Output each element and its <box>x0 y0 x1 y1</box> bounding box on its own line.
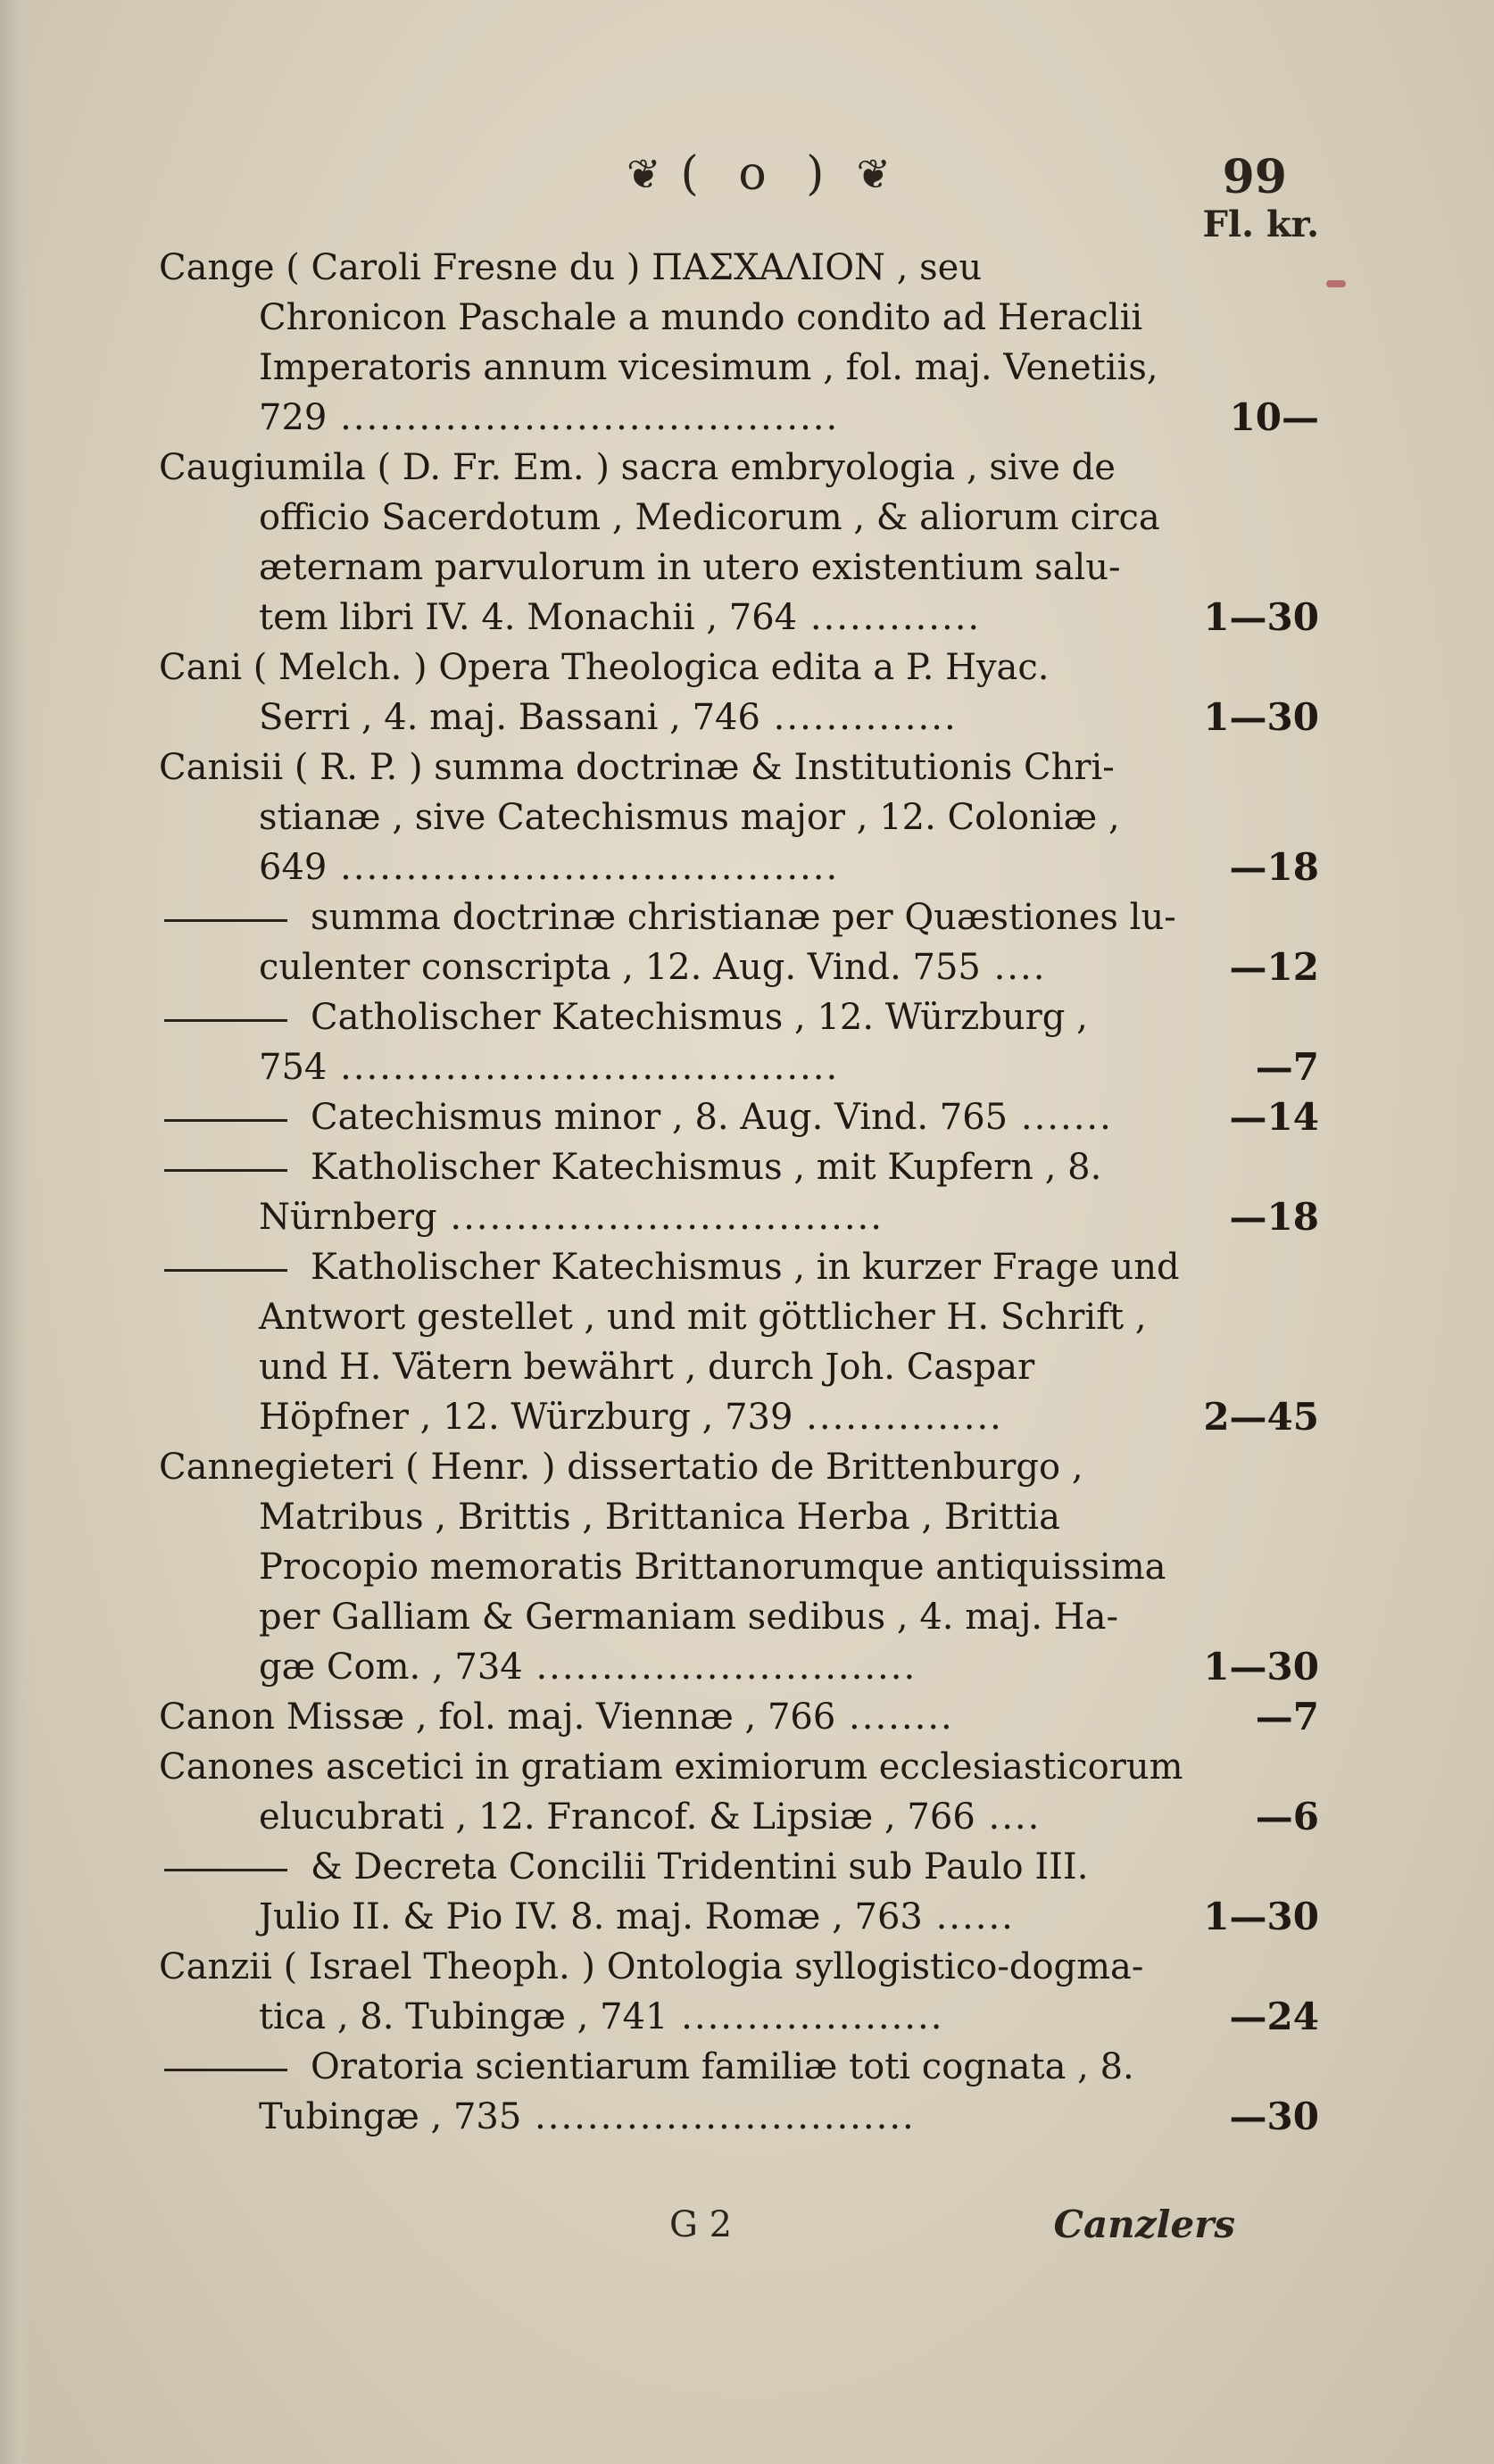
entry-text: æternam parvulorum in utero existentium salu- <box>259 547 1121 588</box>
entry-line <box>159 1742 1183 1792</box>
entry-text: 754 <box>259 1047 328 1088</box>
entry-text: Katholischer Katechismus , mit Kupfern , 8. <box>311 1147 1102 1188</box>
leader-dots: .... <box>975 1796 1042 1838</box>
ornament-left-icon: ❦ <box>626 150 661 198</box>
entry-price: —30 <box>1229 2095 1319 2138</box>
entry-line <box>159 2092 1158 2142</box>
catalog-entry <box>159 443 1319 643</box>
entry-line <box>159 1192 1158 1242</box>
entry-text: Matribus , Brittis , Brittanica Herba , Brittia <box>259 1497 1060 1538</box>
running-header <box>571 143 946 205</box>
entry-line <box>159 1792 1158 1842</box>
entry-text: Julio II. & Pio IV. 8. maj. Romæ , 763 <box>259 1896 923 1937</box>
ditto-dash <box>164 1119 287 1122</box>
leader-dots: .... <box>980 947 1047 988</box>
entry-line <box>159 693 1158 743</box>
entry-price: —12 <box>1229 945 1319 989</box>
entry-price: —14 <box>1229 1095 1319 1139</box>
entry-line <box>159 1542 1166 1592</box>
entry-text: elucubrati , 12. Francof. & Lipsiæ , 766 <box>259 1796 975 1838</box>
entry-text: stianæ , sive Catechismus major , 12. Coloniæ , <box>259 797 1120 838</box>
entry-line <box>159 643 1158 693</box>
entry-line <box>159 792 1158 842</box>
leader-dots: ...................................... <box>327 397 840 438</box>
leader-dots: ...................................... <box>327 847 840 888</box>
entry-line <box>159 1492 1158 1542</box>
entry-line <box>159 1692 1158 1742</box>
entry-text: & Decreta Concilii Tridentini sub Paulo III. <box>311 1846 1089 1887</box>
leader-dots: ........ <box>835 1697 954 1738</box>
entry-text: gæ Com. , 734 <box>259 1647 523 1688</box>
entry-line <box>159 1592 1158 1642</box>
entry-text: 649 <box>259 847 328 888</box>
catalog-entry <box>159 1942 1319 2042</box>
entry-text: Catholischer Katechismus , 12. Würzburg , <box>311 997 1088 1038</box>
entry-text: Canzii ( Israel Theoph. ) Ontologia syllogistico-dogma- <box>159 1946 1144 1987</box>
entry-price: 10— <box>1229 395 1319 439</box>
catalog-entry <box>159 1092 1319 1142</box>
entry-text: Cani ( Melch. ) Opera Theologica edita a P. Hyac. <box>159 647 1050 688</box>
price-columns-label: Fl. kr. <box>1202 203 1319 245</box>
catalog-entry <box>159 1142 1319 1242</box>
entry-price: 1—30 <box>1203 1645 1319 1688</box>
entry-line <box>159 543 1158 593</box>
leader-dots: .................... <box>668 1996 944 2037</box>
catalog-entry <box>159 992 1319 1092</box>
entry-text: officio Sacerdotum , Medicorum , & aliorum circa <box>259 497 1160 538</box>
ditto-dash <box>164 1269 287 1272</box>
entry-text: Canon Missæ , fol. maj. Viennæ , 766 <box>159 1697 836 1738</box>
entry-line <box>159 842 1158 892</box>
entry-line <box>159 1242 1180 1292</box>
leader-dots: .............. <box>759 697 958 738</box>
page-gutter-shadow <box>0 0 30 2464</box>
entry-text: tica , 8. Tubingæ , 741 <box>259 1996 668 2037</box>
entry-price: —7 <box>1255 1695 1319 1738</box>
entry-line <box>159 1442 1158 1492</box>
entry-text: per Galliam & Germaniam sedibus , 4. maj. Ha- <box>259 1597 1119 1638</box>
entry-text: Tubingæ , 735 <box>259 2096 522 2137</box>
red-ink-stain <box>1326 280 1346 287</box>
entry-price: 1—30 <box>1203 595 1319 639</box>
entry-line <box>159 1892 1158 1942</box>
ditto-dash <box>164 2069 287 2071</box>
entry-text: culenter conscripta , 12. Aug. Vind. 755 <box>259 947 981 988</box>
entry-text: Nürnberg <box>259 1197 437 1238</box>
entry-line <box>159 443 1158 493</box>
catalog-entry <box>159 743 1319 892</box>
entry-line <box>159 1842 1158 1892</box>
leader-dots: ............................. <box>521 2096 916 2137</box>
entry-text: Serri , 4. maj. Bassani , 746 <box>259 697 760 738</box>
entry-text: Imperatoris annum vicesimum , fol. maj. Venetiis, <box>259 347 1158 388</box>
entry-line <box>159 493 1158 543</box>
catalog-entry <box>159 1442 1319 1692</box>
entry-price: —18 <box>1229 1195 1319 1239</box>
entry-text: und H. Vätern bewährt , durch Joh. Caspar <box>259 1347 1035 1388</box>
catalog-entry <box>159 243 1319 443</box>
ditto-dash <box>164 919 287 922</box>
ditto-dash <box>164 1869 287 1871</box>
entry-price: —7 <box>1255 1045 1319 1089</box>
page-number: 99 <box>1222 150 1287 204</box>
entry-text: Caugiumila ( D. Fr. Em. ) sacra embryologia , sive de <box>159 447 1116 488</box>
entry-line <box>159 992 1158 1042</box>
catalog-entry <box>159 1742 1319 1842</box>
entry-text: Antwort gestellet , und mit göttlicher H. Schrift , <box>259 1297 1147 1338</box>
entry-text: Höpfner , 12. Würzburg , 739 <box>259 1397 793 1438</box>
entry-text: tem libri IV. 4. Monachii , 764 <box>259 597 798 638</box>
entry-text: Canisii ( R. P. ) summa doctrinæ & Institutionis Chri- <box>159 747 1115 788</box>
entry-price: —24 <box>1229 1995 1319 2038</box>
catalog-entry <box>159 892 1319 992</box>
leader-dots: ............................. <box>522 1647 917 1688</box>
leader-dots: ...................................... <box>327 1047 840 1088</box>
leader-dots: ................................. <box>436 1197 884 1238</box>
entry-line <box>159 393 1158 443</box>
entry-text: Cange ( Caroli Fresne du ) ΠΑΣΧΑΛΙΟΝ , seu <box>159 247 983 288</box>
entry-price: 1—30 <box>1203 695 1319 739</box>
entry-line <box>159 1642 1158 1692</box>
catalog-entry <box>159 2042 1319 2142</box>
entry-line <box>159 743 1158 792</box>
entry-text: Katholischer Katechismus , in kurzer Frage und <box>311 1247 1180 1288</box>
entry-line <box>159 1942 1158 1992</box>
leader-dots: ....... <box>1008 1097 1113 1138</box>
entry-line <box>159 1042 1158 1092</box>
entry-line <box>159 1292 1158 1342</box>
ditto-dash <box>164 1019 287 1022</box>
entry-price: 2—45 <box>1203 1395 1319 1439</box>
entry-line <box>159 892 1176 942</box>
catalog-entry <box>159 1692 1319 1742</box>
entry-line <box>159 293 1158 343</box>
entry-text: Catechismus minor , 8. Aug. Vind. 765 <box>311 1097 1008 1138</box>
leader-dots: ............. <box>797 597 982 638</box>
catalog-entries <box>159 243 1319 2142</box>
entry-line <box>159 1392 1158 1442</box>
entry-line <box>159 942 1158 992</box>
catchword: Canzlers <box>1053 2203 1235 2246</box>
entry-text: Cannegieteri ( Henr. ) dissertatio de Brittenburgo , <box>159 1447 1083 1488</box>
entry-line <box>159 1092 1158 1142</box>
ditto-dash <box>164 1169 287 1172</box>
entry-line <box>159 243 1158 293</box>
leader-dots: ............... <box>793 1397 1003 1438</box>
entry-text: Procopio memoratis Brittanorumque antiquissima <box>259 1547 1166 1588</box>
entry-line <box>159 1992 1158 2042</box>
catalog-entry <box>159 643 1319 743</box>
entry-price: —18 <box>1229 845 1319 889</box>
entry-text: Canones ascetici in gratiam eximiorum ecclesiasticorum <box>159 1746 1183 1788</box>
entry-text: Oratoria scientiarum familiæ toti cognata , 8. <box>311 2046 1134 2087</box>
leader-dots: ...... <box>922 1896 1015 1937</box>
entry-line <box>159 593 1158 643</box>
entry-line <box>159 1342 1158 1392</box>
entry-line <box>159 2042 1158 2092</box>
entry-text: summa doctrinæ christianæ per Quæstiones lu- <box>311 897 1176 938</box>
entry-line <box>159 1142 1158 1192</box>
header-folio-symbol: ( o ) <box>680 147 837 201</box>
catalog-entry <box>159 1842 1319 1942</box>
entry-price: —6 <box>1255 1795 1319 1838</box>
entry-price: 1—30 <box>1203 1895 1319 1938</box>
signature-mark: G 2 <box>669 2204 733 2245</box>
entry-text: 729 <box>259 397 328 438</box>
catalog-entry <box>159 1242 1319 1442</box>
ornament-right-icon: ❦ <box>856 150 892 198</box>
entry-line <box>159 343 1158 393</box>
entry-text: Chronicon Paschale a mundo condito ad Heraclii <box>259 297 1143 338</box>
